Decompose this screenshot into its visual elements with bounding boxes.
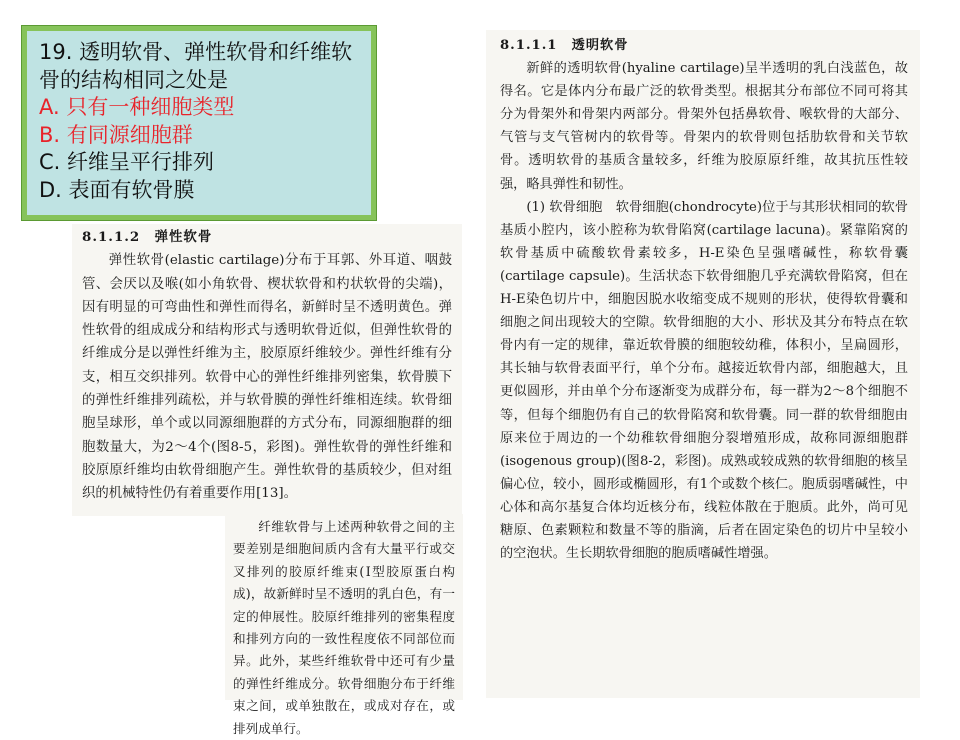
elastic-cartilage-body: 弹性软骨(elastic cartilage)分布于耳郭、外耳道、咽鼓管、会厌以及喉(如小角软骨、楔状软骨和杓状软骨的尖端)，因有明显的可弯曲性和弹性而得名，新鲜时呈不透明黄色。弹性软骨的组成成分和结构形式与透明软骨近似，但弹性软骨的纤维成分是以弹性纤维为主，胶原原纤维较少。弹性纤维有分支，相互交织排列。软骨中心的弹性纤维排列密集，软骨膜下的弹性纤维排列疏松，并与软骨膜的弹性纤维相连续。软骨细胞呈球形，单个或以同源细胞群的方式分布，同源细胞群的细胞数量大，为2～4个(图8-5，彩图)。弹性软骨的弹性纤维和胶原原纤维均由软骨细胞产生。弹性软骨的基质较少，但对组织的机械特性仍有着重要作用[13]。	[82, 253, 452, 502]
option-d[interactable]: D. 表面有软骨膜	[39, 177, 195, 202]
hyaline-cartilage-para2: (1) 软骨细胞 软骨细胞(chondrocyte)位于与其形状相同的软骨基质小腔内，该小腔称为软骨陷窝(cartilage lacuna)。紧靠陷窝的软骨基质中硫酸软骨素较多，H-E染色呈强嗜碱性，称软骨囊(cartilage capsule)。生活状态下软骨细胞几乎充满软骨陷窝，但在H-E染色切片中，细胞因脱水收缩变成不规则的形状，使得软骨囊和细胞之间出现较大的空隙。软骨细胞的大小、形状及其分布特点在软骨内有一定的规律，靠近软骨膜的细胞较幼稚，体积小，呈扁圆形，其长轴与软骨表面平行，单个分布。越接近软骨内部，细胞越大，且更似圆形，并由单个分布逐渐变为成群分布，每一群为2～8个细胞不等，但每个细胞仍有自己的软骨陷窝和软骨囊。同一群的软骨细胞由原来位于周边的一个幼稚软骨细胞分裂增殖形成，故称同源细胞群(isogenous group)(图8-2，彩图)。成熟或较成熟的软骨细胞的核呈偏心位，较小，圆形或椭圆形，有1个或数个核仁。胞质弱嗜碱性，中心体和高尔基复合体均近核分布，线粒体散在于胞质。此外，尚可见糖原、色素颗粒和数量不等的脂滴，后者在固定染色的切片中呈较小的空泡状。生长期软骨细胞的胞质嗜碱性增强。	[500, 199, 908, 562]
question-box	[22, 26, 376, 220]
fibrocartilage-body: 纤维软骨与上述两种软骨之间的主要差别是细胞间质内含有大量平行或交叉排列的胶原纤维束(Ⅰ型胶原蛋白构成)，故新鲜时呈不透明的乳白色，有一定的伸展性。胶原纤维排列的密集程度和排列方向的一致性程度依不同部位而异。此外，某些纤维软骨中还可有少量的弹性纤维成分。软骨细胞分布于纤维束之间，或单独散在，或成对存在，或排列成单行。	[233, 519, 455, 736]
hyaline-cartilage-scan	[486, 30, 920, 698]
fibrocartilage-scan	[225, 514, 463, 736]
elastic-cartilage-heading: 8.1.1.2 弹性软骨	[82, 229, 213, 245]
hyaline-cartilage-heading: 8.1.1.1 透明软骨	[500, 38, 629, 53]
hyaline-cartilage-para1: 新鲜的透明软骨(hyaline cartilage)呈半透明的乳白浅蓝色，故得名。它是体内分布最广泛的软骨类型。根据其分布部位不同可将其分为骨架外和骨架内两部分。骨架外包括鼻软骨、喉软骨的大部分、气管与支气管树内的软骨等。骨架内的软骨则包括肋软骨和关节软骨。透明软骨的基质含量较多，纤维为胶原原纤维，故其抗压性较强，略具弹性和韧性。	[500, 61, 908, 192]
question-stem: 19. 透明软骨、弹性软骨和纤维软骨的结构相同之处是	[39, 40, 353, 92]
option-a[interactable]: A. 只有一种细胞类型	[39, 95, 235, 119]
option-c[interactable]: C. 纤维呈平行排列	[39, 150, 215, 174]
elastic-cartilage-scan	[72, 224, 462, 516]
option-b[interactable]: B. 有同源细胞群	[39, 122, 193, 147]
